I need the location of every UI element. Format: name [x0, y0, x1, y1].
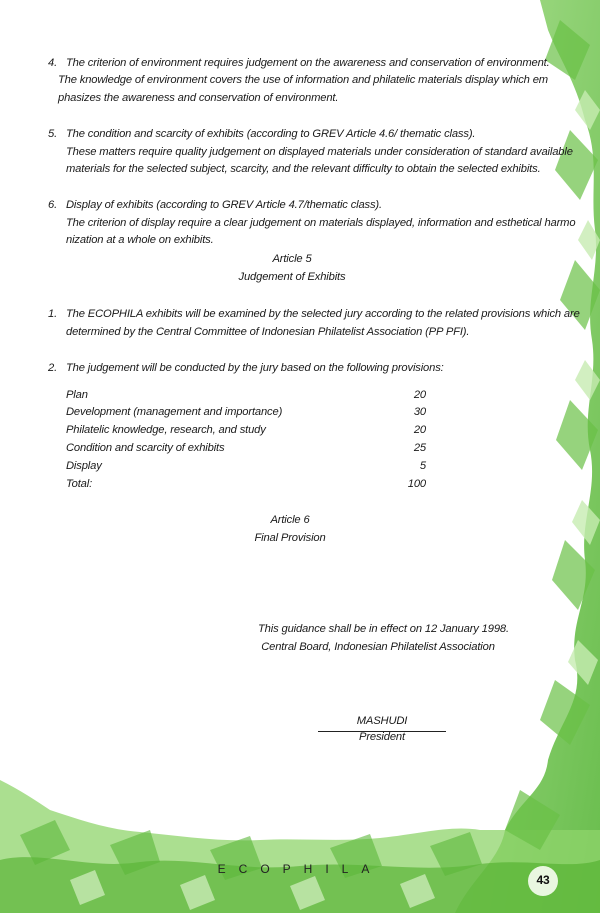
score-label: Display	[66, 460, 102, 472]
article-6-subtitle: Final Provision	[254, 531, 326, 544]
article-6-title: Article 6	[270, 514, 310, 526]
effective-date-statement: This guidance shall be in effect on 12 January 1998.	[258, 623, 509, 635]
item-text-line: The judgement will be conducted by the jury based on the following provisions:	[66, 362, 444, 374]
issuing-board: Central Board, Indonesian Philatelist Association	[261, 640, 495, 653]
article-5-subtitle: Judgement of Exhibits	[238, 270, 346, 283]
score-total-row	[66, 477, 426, 493]
score-label: Total:	[66, 478, 93, 490]
score-value: 25	[413, 442, 426, 454]
score-value: 100	[407, 478, 426, 490]
item-number: 6.	[48, 199, 58, 211]
item-text-line: These matters require quality judgement on displayed materials under consideration of standard available	[66, 145, 573, 158]
item-text-line: Display of exhibits (according to GREV Article 4.7/thematic class).	[66, 199, 382, 211]
score-value: 30	[413, 406, 426, 418]
item-text-line: determined by the Central Committee of Indonesian Philatelist Association (PP PFI).	[66, 325, 470, 338]
item-number: 4.	[48, 57, 58, 69]
score-row	[66, 441, 426, 457]
score-value: 20	[413, 389, 426, 401]
score-label: Philatelic knowledge, research, and study	[66, 424, 266, 436]
item-text-line: materials for the selected subject, scarcity, and the relevant difficulty to obtain the selected exhibits.	[66, 163, 541, 175]
item-text-line: The knowledge of environment covers the use of information and philatelic materials display which em	[58, 74, 548, 86]
signatory-name: MASHUDI	[356, 715, 408, 727]
score-label: Development (management and importance)	[66, 406, 283, 418]
article-5-title: Article 5	[272, 253, 312, 265]
item-number: 5.	[48, 128, 58, 140]
score-row	[66, 459, 426, 475]
score-value: 5	[419, 460, 426, 472]
signatory-title: President	[359, 731, 405, 743]
page-number: 43	[528, 866, 558, 896]
item-text-line: The condition and scarcity of exhibits (according to GREV Article 4.6/ thematic class).	[66, 128, 476, 140]
item-text-line: The ECOPHILA exhibits will be examined by the selected jury according to the related provisions which are	[66, 308, 580, 320]
item-number: 2.	[48, 362, 58, 374]
score-label: Plan	[66, 389, 88, 401]
score-value: 20	[413, 424, 426, 436]
item-text-line: The criterion of display require a clear judgement on materials displayed, information and esthetical harmo	[66, 216, 576, 229]
score-row	[66, 405, 426, 421]
score-row	[66, 423, 426, 439]
item-text-line: nization at a whole on exhibits.	[66, 234, 214, 246]
item-text-line: The criterion of environment requires judgement on the awareness and conservation of environment.	[66, 57, 550, 69]
score-label: Condition and scarcity of exhibits	[66, 442, 225, 454]
footer-brand: ECOPHILA	[217, 862, 383, 876]
item-number: 1.	[48, 308, 58, 320]
item-text-line: phasizes the awareness and conservation of environment.	[58, 91, 339, 104]
score-row	[66, 388, 426, 404]
